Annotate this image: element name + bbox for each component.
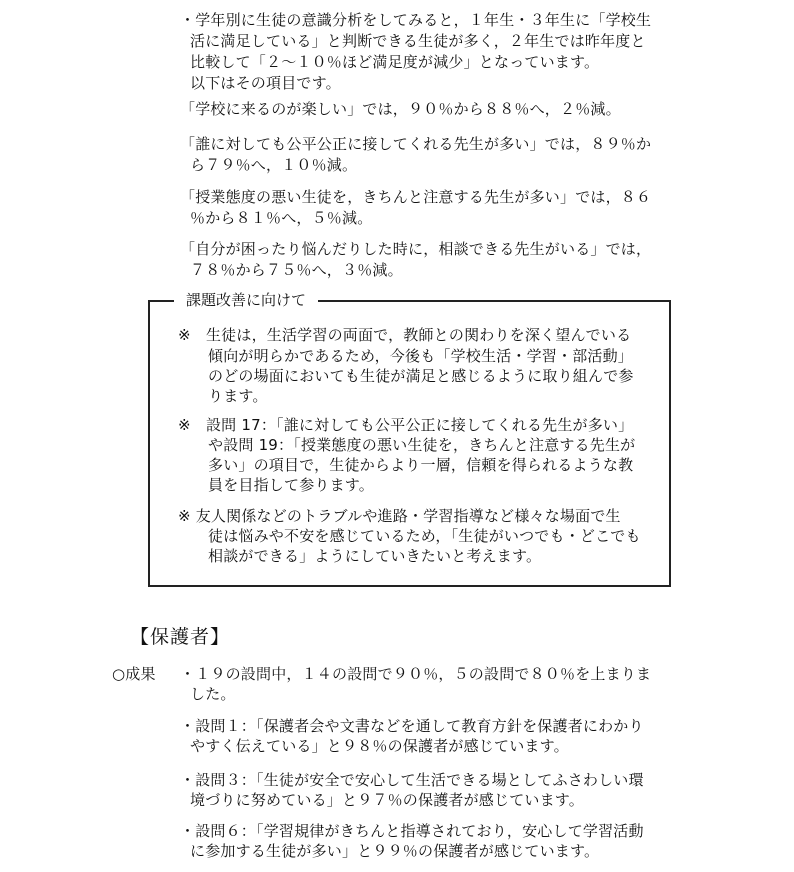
note-3-line-3: 相談ができる」ようにしていきたいと考えます。 bbox=[208, 547, 542, 565]
result-2-line-1: ・設問１：「保護者会や文書などを通して教育方針を保護者にわかり bbox=[180, 717, 644, 735]
analysis-line-3: 比較して「２～１０％ほど満足度が減少」となっています。 bbox=[190, 53, 600, 71]
item-3-line-1: 「授業態度の悪い生徒を，きちんと注意する先生が多い」では，８６ bbox=[180, 188, 652, 206]
note-2-line-2: や設問 19：「授業態度の悪い生徒を，きちんと注意する先生が bbox=[208, 436, 636, 454]
note-2-line-1: ※ 設問 17：「誰に対しても公平公正に接してくれる先生が多い」 bbox=[178, 416, 634, 434]
improvement-box-title: 課題改善に向けて bbox=[174, 290, 318, 310]
item-2-line-1: 「誰に対しても公平公正に接してくれる先生が多い」では，８９％か bbox=[180, 135, 652, 153]
note-2-line-3: 多い」の項目で，生徒からより一層，信頼を得られるような教 bbox=[208, 456, 634, 474]
note-1-line-1: ※ 生徒は，生活学習の両面で，教師との関わりを深く望んでいる bbox=[178, 326, 632, 344]
item-2-line-2: ら７９％へ，１０％減。 bbox=[190, 156, 358, 174]
result-4-line-2: に参加する生徒が多い」と９９％の保護者が感じています。 bbox=[190, 842, 600, 860]
guardian-heading: 【保護者】 bbox=[130, 626, 231, 648]
note-3-line-1: ※ 友人関係などのトラブルや進路・学習指導など様々な場面で生 bbox=[178, 507, 621, 525]
note-2-line-4: 員を目指して参ります。 bbox=[208, 476, 375, 494]
item-4-line-2: ７８％から７５％へ，３％減。 bbox=[190, 261, 403, 279]
result-3-line-2: 境づりに努めている」と９７％の保護者が感じています。 bbox=[190, 791, 585, 809]
result-3-line-1: ・設問３：「生徒が安全で安心して生活できる場としてふさわしい環 bbox=[180, 771, 644, 789]
analysis-line-4: 以下はその項目です。 bbox=[190, 74, 341, 92]
result-2-line-2: やすく伝えている」と９８％の保護者が感じています。 bbox=[190, 737, 569, 755]
item-3-line-2: ％から８１％へ，５％減。 bbox=[190, 209, 373, 227]
analysis-line-1: ・学年別に生徒の意識分析をしてみると，１年生・３年生に「学校生 bbox=[180, 11, 652, 29]
note-1-line-2: 傾向が明らかであるため，今後も「学校生活・学習・部活動」 bbox=[208, 347, 634, 365]
result-4-line-1: ・設問６：「学習規律がきちんと指導されており，安心して学習活動 bbox=[180, 822, 644, 840]
item-1: 「学校に来るのが楽しい」では，９０％から８８％へ，２％減。 bbox=[180, 100, 621, 118]
result-1-line-1: ・１９の設問中，１４の設問で９０％，５の設問で８０％を上まりま bbox=[180, 665, 652, 683]
analysis-line-2: 活に満足している」と判断できる生徒が多く，２年生では昨年度と bbox=[190, 32, 646, 50]
note-3-line-2: 徒は悩みや不安を感じているため，「生徒がいつでも・どこでも bbox=[208, 527, 641, 545]
note-1-line-4: ります。 bbox=[208, 387, 268, 405]
item-4-line-1: 「自分が困ったり悩んだりした時に，相談できる先生がいる」では， bbox=[180, 240, 652, 258]
note-1-line-3: のどの場面においても生徒が満足と感じるように取り組んで参 bbox=[208, 367, 634, 385]
result-1-line-2: した。 bbox=[190, 685, 236, 703]
result-label: ○成果 bbox=[112, 665, 156, 683]
